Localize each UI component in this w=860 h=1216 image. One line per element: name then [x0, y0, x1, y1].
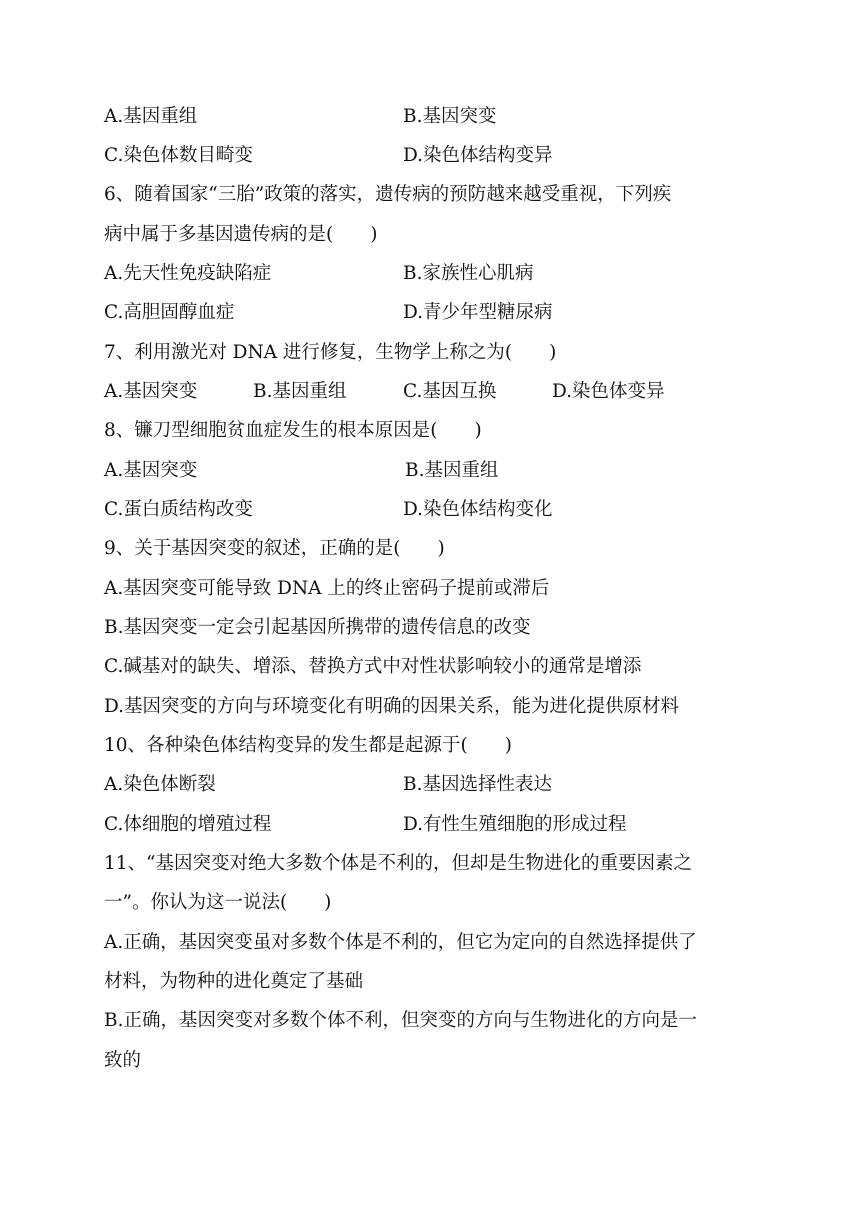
q6-stem-line2: 病中属于多基因遗传病的是( ): [104, 224, 378, 245]
q5-option-b: B.基因突变: [403, 106, 497, 127]
q11-stem-line1: 11、“基因突变对绝大多数个体是不利的，但却是生物进化的重要因素之: [104, 853, 693, 874]
q6-option-c: C.高胆固醇血症: [104, 302, 235, 323]
q6-option-a: A.先天性免疫缺陷症: [104, 263, 272, 284]
q10-stem: 10、各种染色体结构变异的发生都是起源于( ): [104, 735, 512, 756]
q8-option-c: C.蛋白质结构改变: [104, 499, 253, 520]
q8-option-d: D.染色体结构变化: [403, 499, 553, 520]
q11-option-b-line2: 致的: [104, 1050, 142, 1071]
q10-option-c: C.体细胞的增殖过程: [104, 814, 272, 835]
q7-option-d: D.染色体变异: [552, 381, 665, 402]
q9-option-d: D.基因突变的方向与环境变化有明确的因果关系，能为进化提供原材料: [104, 696, 680, 717]
q6-option-d: D.青少年型糖尿病: [403, 302, 553, 323]
q10-option-d: D.有性生殖细胞的形成过程: [403, 814, 627, 835]
q11-option-b-line1: B.正确，基因突变对多数个体不利，但突变的方向与生物进化的方向是一: [104, 1010, 697, 1031]
q8-stem: 8、镰刀型细胞贫血症发生的根本原因是( ): [104, 420, 482, 441]
q6-option-b: B.家族性心肌病: [403, 263, 534, 284]
q5-option-d: D.染色体结构变异: [403, 145, 553, 166]
q11-option-a-line1: A.正确，基因突变虽对多数个体是不利的，但它为定向的自然选择提供了: [104, 932, 697, 953]
q11-stem-line2: 一”。你认为这一说法( ): [104, 892, 332, 913]
q9-option-b: B.基因突变一定会引起基因所携带的遗传信息的改变: [104, 617, 531, 638]
q5-option-a: A.基因重组: [104, 106, 198, 127]
q7-option-c: C.基因互换: [403, 381, 497, 402]
q7-stem: 7、利用激光对 DNA 进行修复，生物学上称之为( ): [104, 342, 557, 363]
q10-option-b: B.基因选择性表达: [403, 774, 552, 795]
q9-option-c: C.碱基对的缺失、增添、替换方式中对性状影响较小的通常是增添: [104, 656, 642, 677]
q6-stem-line1: 6、随着国家“三胎”政策的落实，遗传病的预防越来越受重视，下列疾: [104, 184, 672, 205]
q8-option-b: B.基因重组: [405, 460, 499, 481]
q8-option-a: A.基因突变: [104, 460, 198, 481]
q9-option-a: A.基因突变可能导致 DNA 上的终止密码子提前或滞后: [104, 578, 550, 599]
q9-stem: 9、关于基因突变的叙述，正确的是( ): [104, 538, 445, 559]
q5-option-c: C.染色体数目畸变: [104, 145, 253, 166]
q10-option-a: A.染色体断裂: [104, 774, 216, 795]
q11-option-a-line2: 材料，为物种的进化奠定了基础: [104, 971, 364, 992]
q7-option-a: A.基因突变: [104, 381, 198, 402]
q7-option-b: B.基因重组: [253, 381, 347, 402]
